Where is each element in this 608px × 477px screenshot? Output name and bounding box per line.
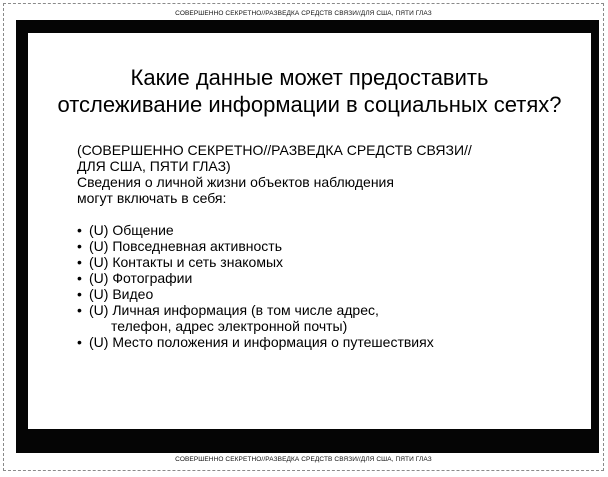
list-item (77, 238, 577, 254)
list-item (77, 270, 577, 286)
spacer (77, 206, 577, 222)
list-item-text: (U) Видео (89, 286, 154, 302)
bullet-icon: • (77, 302, 82, 318)
list-item (77, 222, 577, 238)
list-item-text: (U) Место положения и информация о путешествиях (89, 334, 434, 350)
bullet-icon: • (77, 286, 82, 302)
list-item-text: (U) Фотографии (89, 270, 193, 286)
portion-marking-line: (СОВЕРШЕННО СЕКРЕТНО//РАЗВЕДКА СРЕДСТВ СВЯЗИ// (77, 142, 472, 158)
intro-line: могут включать в себя: (77, 190, 227, 206)
list-item-text: (U) Личная информация (в том числе адрес, (89, 302, 379, 318)
list-item-text: (U) Общение (89, 222, 174, 238)
list-item-continuation: телефон, адрес электронной почты) (111, 318, 348, 334)
slide-body (77, 142, 577, 350)
intro-line: Сведения о личной жизни объектов наблюдения (77, 174, 394, 190)
list-item-text: (U) Повседневная активность (89, 238, 283, 254)
list-item (77, 286, 577, 302)
intro-text (77, 174, 577, 206)
list-item (77, 334, 577, 350)
slide-title-line: отслеживание информации в социальных сетях? (57, 92, 562, 117)
bullet-icon: • (77, 238, 82, 254)
portion-marking (77, 142, 577, 174)
slide-title-line: Какие данные может предоставить (130, 65, 489, 90)
classification-banner-top: СОВЕРШЕННО СЕКРЕТНО//РАЗВЕДКА СРЕДСТВ СВЯЗИ//ДЛЯ США, ПЯТИ ГЛАЗ (175, 10, 432, 17)
slide-frame (16, 20, 599, 453)
classification-banner-bottom: СОВЕРШЕННО СЕКРЕТНО//РАЗВЕДКА СРЕДСТВ СВЯЗИ//ДЛЯ США, ПЯТИ ГЛАЗ (175, 456, 432, 463)
bullet-icon: • (77, 222, 82, 238)
list-item (77, 254, 577, 270)
list-item (77, 302, 577, 334)
bullet-icon: • (77, 254, 82, 270)
list-item-text: (U) Контакты и сеть знакомых (89, 254, 284, 270)
slide-title (28, 64, 591, 118)
portion-marking-line: ДЛЯ США, ПЯТИ ГЛАЗ) (77, 158, 231, 174)
bullet-icon: • (77, 270, 82, 286)
bullet-list (77, 222, 577, 350)
slide (28, 33, 591, 429)
document-page (3, 3, 604, 471)
bullet-icon: • (77, 334, 82, 350)
